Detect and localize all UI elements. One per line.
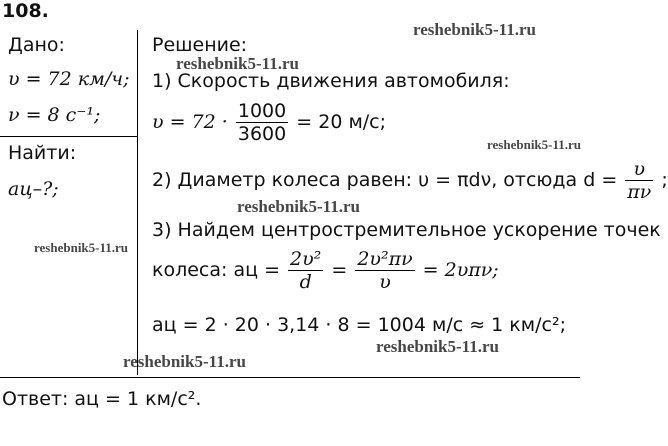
find-quantity: aц–?; — [8, 178, 59, 200]
given-divider-vertical — [137, 30, 138, 375]
eq1-rhs: = 20 м/с; — [296, 111, 387, 133]
equation-4: aц = 2 · 20 · 3,14 · 8 = 1004 м/с ≈ 1 км/с²; — [152, 314, 566, 336]
eq3-f2-numerator: 2υ²πν — [357, 248, 413, 270]
eq3-lhs: колеса: aц = — [152, 259, 280, 281]
find-header: Найти: — [8, 142, 77, 164]
answer-divider — [0, 377, 580, 378]
watermark: reshebnik5-11.ru — [237, 197, 360, 216]
eq1-lhs: υ = 72 · — [152, 111, 228, 133]
solution-step-3: 3) Найдем центростремительное ускорение точек — [152, 219, 661, 241]
watermark: reshebnik5-11.ru — [123, 352, 246, 371]
solution-header: Решение: — [152, 34, 248, 56]
step2-denominator: πν — [627, 181, 652, 203]
problem-number: 108. — [2, 0, 49, 22]
step2-end: ; — [661, 169, 668, 191]
eq1-fraction — [236, 100, 288, 145]
eq3-f2-denominator: υ — [355, 270, 414, 293]
equation-3: колеса: aц = $\frac{\text{2υ²}}{d}$ = $\frac{\text{2υ²πν}}{\upsilon}$ = 2υπν; — [152, 248, 499, 293]
eq3-fraction-1 — [288, 248, 323, 293]
given-speed: υ = 72 км/ч; — [8, 68, 130, 90]
watermark: reshebnik5-11.ru — [176, 54, 299, 73]
solution-step-2 — [152, 158, 668, 203]
watermark: reshebnik5-11.ru — [413, 20, 536, 39]
answer: Ответ: aц = 1 км/с². — [2, 388, 202, 410]
step2-numerator: υ — [633, 158, 646, 180]
eq1-denominator: 3600 — [237, 123, 287, 145]
watermark: reshebnik5-11.ru — [487, 137, 582, 152]
given-frequency: ν = 8 с⁻¹; — [8, 104, 101, 126]
given-header: Дано: — [8, 34, 65, 56]
solution-step-1: 1) Скорость движения автомобиля: — [152, 70, 510, 92]
step2-text: 2) Диаметр колеса равен: υ = πdν, отсюда d = — [152, 169, 618, 191]
watermark: reshebnik5-11.ru — [34, 240, 129, 255]
watermark: reshebnik5-11.ru — [376, 337, 499, 356]
eq1-numerator: 1000 — [237, 100, 287, 122]
eq3-rhs: = 2υπν; — [422, 259, 499, 281]
eq3-fraction-2 — [355, 248, 414, 293]
equation-1 — [152, 100, 386, 145]
given-find-divider — [0, 136, 138, 137]
eq3-f1-numerator: 2υ² — [290, 248, 322, 270]
step2-fraction — [625, 158, 653, 203]
eq3-f1-denominator: d — [288, 270, 323, 293]
